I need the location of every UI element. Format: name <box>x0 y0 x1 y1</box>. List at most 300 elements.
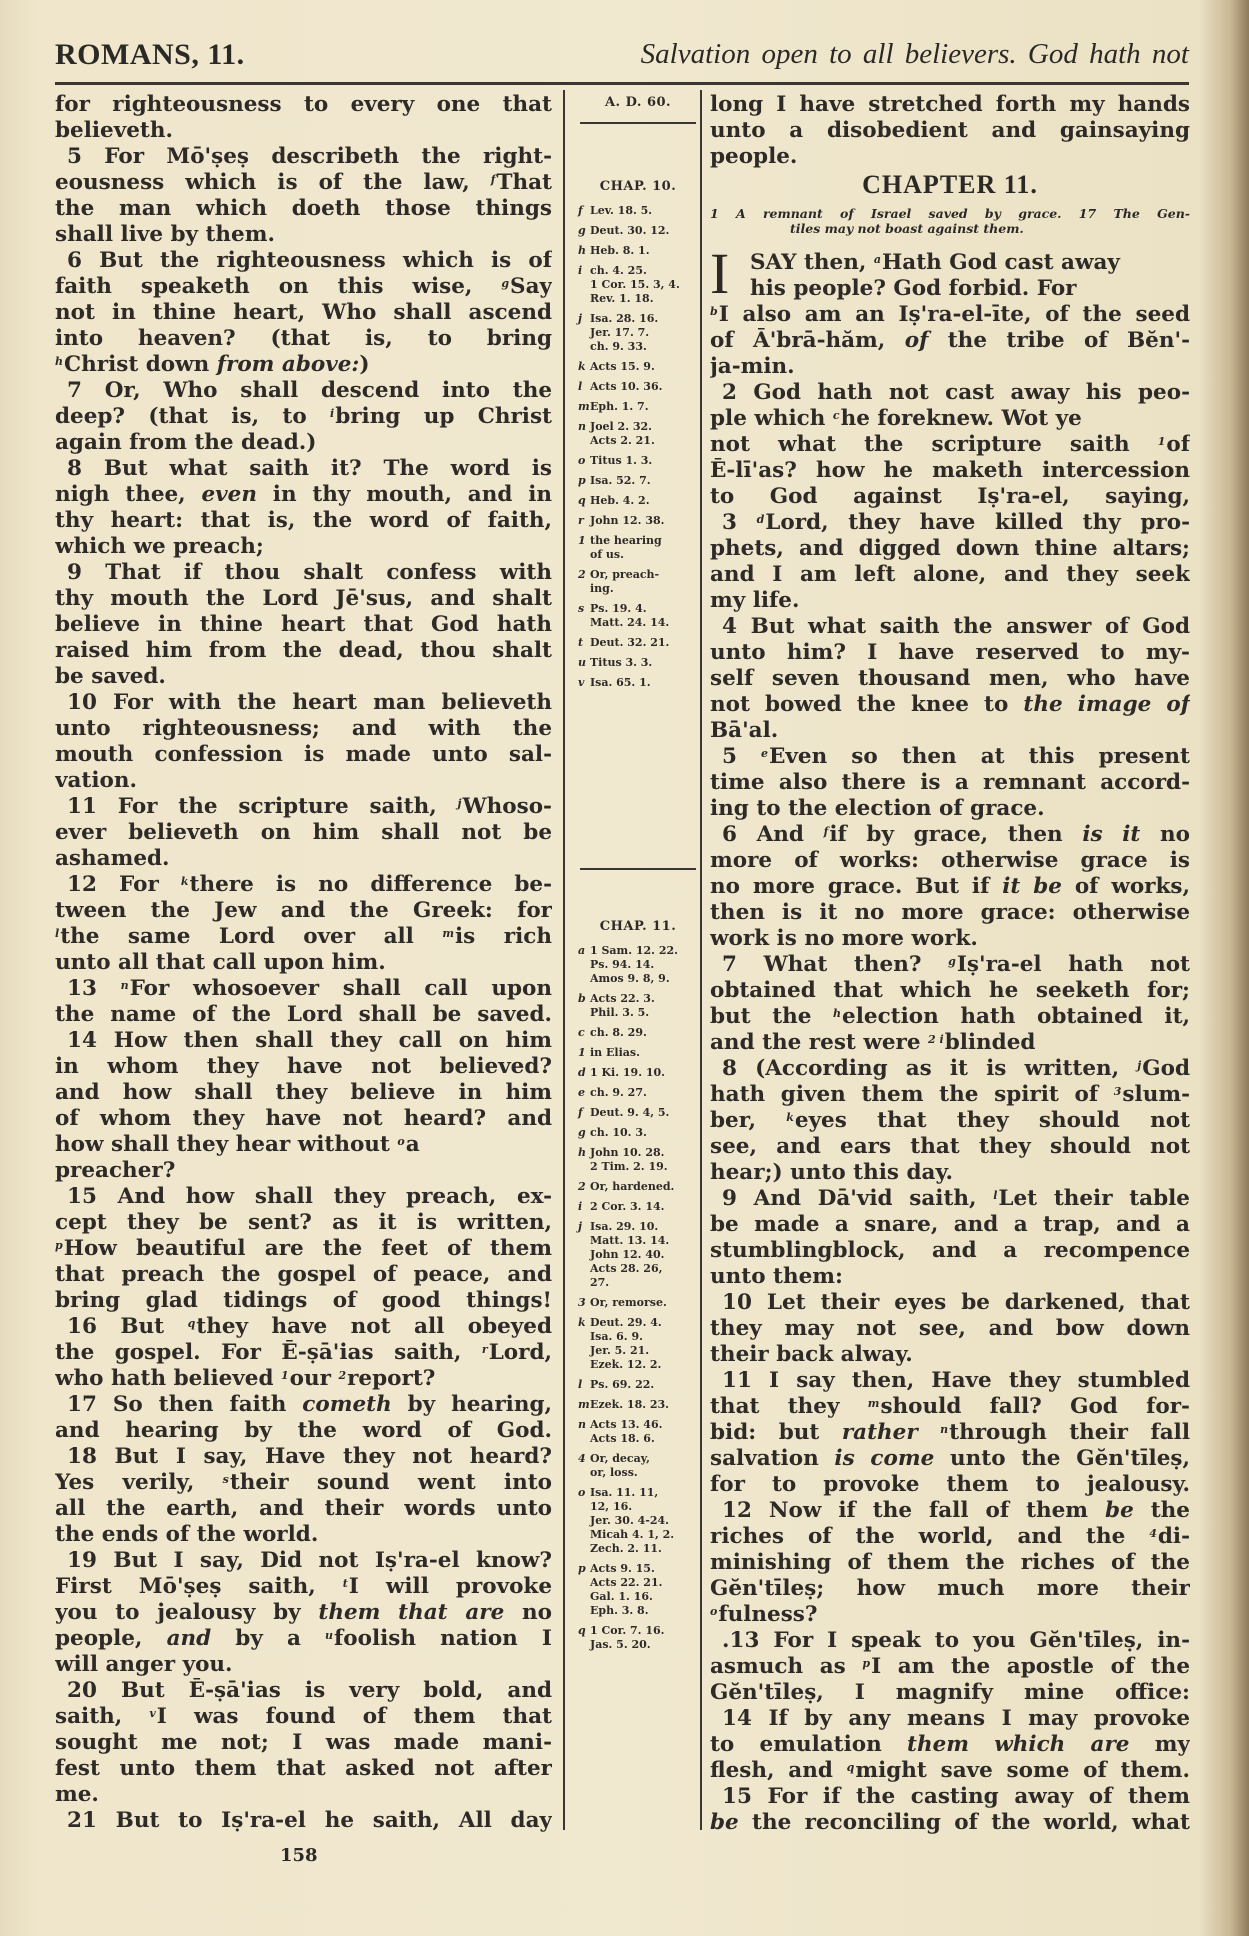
margin-chapter-title: CHAP. 11. <box>599 919 677 934</box>
text-segment: again from the dead.) <box>55 430 317 455</box>
text-segment: di- <box>1157 1524 1190 1549</box>
reference-text: 2 Cor. 3. 14. <box>590 1200 665 1213</box>
reference-text: Acts 10. 36. <box>590 380 663 393</box>
text-line <box>55 950 552 976</box>
reference-marker: o <box>710 1605 718 1618</box>
margin-reference <box>578 1126 698 1140</box>
reference-marker: g <box>578 224 586 237</box>
text-segment: .13 For I speak to you Gĕn'tīleṣ, in- <box>722 1628 1190 1653</box>
text-segment: of Ā'brā-hăm, <box>710 328 905 353</box>
reference-marker: f <box>823 825 829 838</box>
reference-marker: r <box>481 1343 488 1356</box>
reference-text: Isa. 52. 7. <box>590 474 651 487</box>
text-line <box>710 952 1190 978</box>
reference-marker: h <box>833 1007 842 1020</box>
right-text-column-top <box>710 92 1190 170</box>
text-line <box>55 612 552 638</box>
text-segment: Bā'al. <box>710 718 779 743</box>
reference-marker: p <box>862 1657 871 1670</box>
reference-marker: i <box>578 264 583 277</box>
reference-text: John 12. 38. <box>590 514 665 527</box>
text-line <box>55 456 552 482</box>
text-segment: deep? (that is, to <box>55 404 330 429</box>
reference-marker: 1 <box>281 1369 289 1382</box>
text-line <box>710 822 1190 848</box>
margin-rule <box>580 868 696 870</box>
text-line <box>710 1394 1190 1420</box>
text-line <box>55 1808 552 1834</box>
reference-text: Acts 9. 15. Acts 22. 21. Gal. 1. 16. Eph. 3. 8. <box>590 1562 663 1617</box>
text-segment: and hearing by the word of God. <box>55 1418 552 1443</box>
reference-marker: h <box>578 244 586 257</box>
reference-marker: k <box>578 360 586 373</box>
text-segment: Let their table <box>998 1186 1190 1211</box>
book-chapter-title: ROMANS, 11. <box>55 38 245 71</box>
italic-text: and <box>166 1626 212 1651</box>
text-line <box>55 1314 552 1340</box>
reference-marker: o <box>397 1135 405 1148</box>
text-segment: 7 What then? <box>722 952 949 977</box>
text-segment: unto righteousness; and with the <box>55 716 552 741</box>
margin-reference <box>578 1046 698 1060</box>
reference-list <box>578 204 698 690</box>
reference-marker: l <box>578 1378 583 1391</box>
margin-reference <box>578 602 698 630</box>
text-segment: the reconciling of the world, what <box>738 1810 1190 1835</box>
text-segment: 20 But Ē-ṣā'ias is very bold, and <box>67 1678 552 1703</box>
reference-text: Acts 13. 46. Acts 18. 6. <box>590 1418 663 1445</box>
text-segment: Say <box>510 274 552 299</box>
text-line <box>710 1446 1190 1472</box>
reference-text: Or, preach- ing. <box>590 568 660 595</box>
text-line <box>710 1706 1190 1732</box>
reference-marker: t <box>578 636 584 649</box>
margin-reference <box>578 992 698 1020</box>
text-line <box>55 352 552 378</box>
margin-reference <box>578 420 698 448</box>
reference-text: Heb. 4. 2. <box>590 494 650 507</box>
text-segment: ever believeth on him shall not be <box>55 820 552 845</box>
reference-text: John 10. 28. 2 Tim. 2. 19. <box>590 1146 668 1173</box>
text-segment: election hath obtained it, <box>842 1004 1190 1029</box>
text-segment: unto all that call upon him. <box>55 950 386 975</box>
column-divider-left <box>563 90 565 1830</box>
margin-reference <box>578 1562 698 1618</box>
text-segment: how shall they hear without <box>55 1132 398 1157</box>
reference-text: ch. 8. 29. <box>590 1026 647 1039</box>
text-segment: my life. <box>710 588 800 613</box>
margin-reference <box>578 1026 698 1040</box>
reference-text: Or, decay, or, loss. <box>590 1452 650 1479</box>
margin-reference <box>578 1624 698 1652</box>
text-line <box>710 1342 1190 1368</box>
text-segment: not what the scripture saith <box>710 432 1158 457</box>
text-segment: asmuch as <box>710 1654 863 1679</box>
reference-marker: 1 <box>578 1046 586 1059</box>
text-line <box>710 536 1190 562</box>
reference-marker: g <box>501 277 510 290</box>
text-segment: their back alway. <box>710 1342 913 1367</box>
text-line <box>710 1784 1190 1810</box>
margin-reference <box>578 204 698 218</box>
text-segment: Yes verily, <box>55 1470 223 1495</box>
text-line <box>55 508 552 534</box>
reference-text: 1 Cor. 7. 16. Jas. 5. 20. <box>590 1624 665 1651</box>
text-segment: saith, <box>55 1704 150 1729</box>
reference-marker: s <box>222 1473 229 1486</box>
reference-marker: f <box>578 1106 583 1119</box>
reference-marker: p <box>578 1562 586 1575</box>
text-segment: Hath God cast away <box>881 250 1120 275</box>
text-segment: the <box>1133 1498 1190 1523</box>
italic-text: them that are <box>318 1600 505 1625</box>
text-segment: no more grace. But if <box>710 874 1003 899</box>
text-segment: by hearing, <box>391 1392 552 1417</box>
text-segment: ing to the election of grace. <box>710 796 1045 821</box>
reference-marker: l <box>578 380 583 393</box>
reference-marker: 3 <box>1113 1085 1122 1098</box>
text-segment: unto him? I have reserved to my- <box>710 640 1190 665</box>
margin-references-chap11 <box>578 920 698 1658</box>
text-line <box>710 848 1190 874</box>
text-segment: stumblingblock, and a recompence <box>710 1238 1190 1263</box>
margin-reference <box>578 636 698 650</box>
text-line <box>55 248 552 274</box>
reference-text: in Elias. <box>590 1046 640 1059</box>
reference-marker: v <box>149 1707 156 1720</box>
text-line <box>55 1522 552 1548</box>
text-segment: riches of the world, and the <box>710 1524 1150 1549</box>
text-segment: unto them: <box>710 1264 843 1289</box>
margin-reference <box>578 534 698 562</box>
text-segment: 12 Now if the fall of them <box>722 1498 1106 1523</box>
reference-marker: b <box>578 992 586 1005</box>
text-segment: to emulation <box>710 1732 908 1757</box>
text-line <box>55 144 552 170</box>
text-segment: I am the apostle of the <box>871 1654 1190 1679</box>
reference-marker: o <box>578 454 586 467</box>
reference-marker: j <box>457 797 462 810</box>
text-line <box>55 1106 552 1132</box>
text-segment: ashamed. <box>55 846 170 871</box>
text-segment: shall live by them. <box>55 222 275 247</box>
reference-marker: 4 <box>1149 1527 1157 1540</box>
italic-text: it be <box>1002 874 1062 899</box>
text-line <box>710 1550 1190 1576</box>
text-segment: that they <box>710 1394 868 1419</box>
text-segment: which we preach; <box>55 534 264 559</box>
text-segment: all the earth, and their words unto <box>55 1496 552 1521</box>
text-line <box>710 276 1190 302</box>
text-line <box>710 1134 1190 1160</box>
text-segment: 5 For Mō'ṣeṣ describeth the right- <box>67 144 552 169</box>
text-line <box>55 586 552 612</box>
text-segment: 12 For <box>67 872 181 897</box>
text-segment: work is no more work. <box>710 926 978 951</box>
margin-reference <box>578 380 698 394</box>
reference-text: Isa. 28. 16. Jer. 17. 7. ch. 9. 33. <box>590 312 659 353</box>
margin-reference <box>578 1452 698 1480</box>
text-line <box>710 1160 1190 1186</box>
text-segment: people. <box>710 144 798 169</box>
text-segment: 9 That if thou shalt confess with <box>67 560 552 585</box>
reference-marker: q <box>187 1317 196 1330</box>
text-segment: no <box>504 1600 552 1625</box>
text-line <box>55 1418 552 1444</box>
text-segment: 5 <box>722 744 762 769</box>
reference-marker: k <box>786 1111 794 1124</box>
margin-reference <box>578 400 698 414</box>
text-line <box>55 1782 552 1808</box>
page-topic-title: Salvation open to all believers. God hath not <box>640 38 1189 70</box>
text-line <box>710 432 1190 458</box>
margin-reference <box>578 454 698 468</box>
reference-marker: a <box>873 253 881 266</box>
reference-marker: f <box>578 204 583 217</box>
text-line <box>710 1420 1190 1446</box>
text-segment: 15 And how shall they preach, ex- <box>67 1184 552 1209</box>
text-line <box>710 1082 1190 1108</box>
reference-text: Isa. 29. 10. Matt. 13. 14. John 12. 40. Acts 28. 26, 27. <box>590 1220 670 1289</box>
text-line <box>710 1056 1190 1082</box>
reference-marker: l <box>55 927 60 940</box>
reference-text: Titus 3. 3. <box>590 656 653 669</box>
text-segment: 17 So then faith <box>67 1392 303 1417</box>
text-segment: ber, <box>710 1108 787 1133</box>
text-segment: is rich <box>455 924 552 949</box>
text-line <box>710 1680 1190 1706</box>
text-line <box>710 614 1190 640</box>
text-segment: unto the Gĕn'tīleṣ, <box>934 1446 1190 1471</box>
text-line <box>710 1186 1190 1212</box>
margin-references-chap10 <box>578 180 698 696</box>
text-line <box>710 354 1190 380</box>
italic-text: of <box>904 328 929 353</box>
text-line <box>55 1392 552 1418</box>
text-segment: 11 For the scripture saith, <box>67 794 458 819</box>
text-line <box>710 1368 1190 1394</box>
text-segment: fest unto them that asked not after <box>55 1756 552 1781</box>
text-segment: hath given them the spirit of <box>710 1082 1114 1107</box>
text-line <box>55 1548 552 1574</box>
text-segment: then is it no more grace: otherwise <box>710 900 1190 925</box>
reference-marker: g <box>578 1126 586 1139</box>
text-segment: Christ down <box>64 352 217 377</box>
reference-marker: k <box>578 1316 586 1329</box>
text-line <box>710 406 1190 432</box>
text-segment: that preach the gospel of peace, and <box>55 1262 552 1287</box>
reference-marker: v <box>578 676 585 689</box>
margin-reference <box>578 264 698 306</box>
text-segment: if by grace, then <box>829 822 1083 847</box>
italic-text: even <box>201 482 257 507</box>
text-line <box>710 380 1190 406</box>
chapter-summary <box>710 206 1190 236</box>
text-line <box>710 588 1190 614</box>
reference-marker: p <box>55 1239 63 1252</box>
text-line <box>710 796 1190 822</box>
reference-marker: d <box>756 513 765 526</box>
text-line <box>710 1030 1190 1056</box>
reference-marker: q <box>846 1761 855 1774</box>
text-segment: bid: but <box>710 1420 842 1445</box>
text-line <box>55 326 552 352</box>
text-segment: God <box>1142 1056 1190 1081</box>
text-segment: in thy mouth, and in <box>256 482 552 507</box>
text-line <box>55 794 552 820</box>
reference-text: the hearing of us. <box>590 534 662 561</box>
text-segment: thy mouth the Lord Jē'sus, and shalt <box>55 586 552 611</box>
text-line <box>55 430 552 456</box>
margin-reference <box>578 568 698 596</box>
reference-marker: b <box>710 305 718 318</box>
text-segment: eousness which is of the law, <box>55 170 491 195</box>
reference-text: Isa. 65. 1. <box>590 676 651 689</box>
text-segment: 21 But to Iṣ'ra-el he saith, All day <box>67 1808 552 1833</box>
margin-reference <box>578 474 698 488</box>
text-segment: eyes that they should not <box>794 1108 1190 1133</box>
text-line <box>710 302 1190 328</box>
reference-text: Or, hardened. <box>590 1180 675 1193</box>
text-line <box>710 1498 1190 1524</box>
text-line <box>55 170 552 196</box>
text-segment: of works, <box>1061 874 1190 899</box>
text-segment: of <box>1166 432 1190 457</box>
text-segment: phets, and digged down thine altars; <box>710 536 1190 561</box>
text-segment: 6 But the righteousness which is of <box>67 248 552 273</box>
italic-text: is it <box>1082 822 1141 847</box>
text-segment: 10 For with the heart man believeth <box>67 690 552 715</box>
text-segment: he foreknew. Wot ye <box>840 406 1082 431</box>
reference-marker: 1 <box>1157 435 1166 448</box>
text-line <box>55 1340 552 1366</box>
text-segment: more of works: otherwise grace is <box>710 848 1190 873</box>
text-segment: For whosoever shall call upon <box>129 976 552 1001</box>
reference-marker: o <box>578 1486 586 1499</box>
reference-marker: l <box>993 1189 998 1202</box>
reference-marker: k <box>180 875 189 888</box>
text-line <box>710 1290 1190 1316</box>
reference-text: Acts 22. 3. Phil. 3. 5. <box>590 992 655 1019</box>
text-line <box>55 1236 552 1262</box>
text-segment: but the <box>710 1004 834 1029</box>
text-segment: the gospel. For Ē-ṣā'ias saith, <box>55 1340 482 1365</box>
margin-reference <box>578 1486 698 1556</box>
reference-list <box>578 944 698 1652</box>
text-line <box>710 666 1190 692</box>
text-line <box>710 1758 1190 1784</box>
text-line <box>55 1366 552 1392</box>
text-line <box>55 846 552 872</box>
text-line <box>55 1262 552 1288</box>
reference-marker: u <box>325 1629 334 1642</box>
text-segment: 15 For if the casting away of them <box>722 1784 1190 1809</box>
italic-text: is come <box>834 1446 935 1471</box>
reference-marker: g <box>948 955 956 968</box>
text-segment: believe in thine heart that God hath <box>55 612 552 637</box>
text-segment: First Mō'ṣeṣ saith, <box>55 1574 343 1599</box>
text-segment: fulness? <box>718 1602 818 1627</box>
text-segment: ja-min. <box>710 354 795 379</box>
text-line <box>710 1004 1190 1030</box>
text-line <box>710 1576 1190 1602</box>
text-segment: time also there is a remnant accord- <box>710 770 1190 795</box>
text-segment: Lord, they have killed thy pro- <box>765 510 1190 535</box>
text-segment: Ē-lī'as? how he maketh intercession <box>710 458 1190 483</box>
text-segment: the ends of the world. <box>55 1522 319 1547</box>
text-segment: 14 If by any means I may provoke <box>722 1706 1190 1731</box>
text-segment: bring glad tidings of good things! <box>55 1288 552 1313</box>
text-line <box>55 482 552 508</box>
text-line <box>710 718 1190 744</box>
text-segment: 4 But what saith the answer of God <box>722 614 1190 639</box>
text-line <box>710 1264 1190 1290</box>
text-segment: be made a snare, and a trap, and a <box>710 1212 1190 1237</box>
reference-text: ch. 4. 25. 1 Cor. 15. 3, 4. Rev. 1. 18. <box>590 264 680 305</box>
text-segment: mouth confession is made unto sal- <box>55 742 552 767</box>
text-line <box>710 692 1190 718</box>
text-line <box>55 1158 552 1184</box>
text-line <box>55 1288 552 1314</box>
text-segment: 6 And <box>722 822 824 847</box>
text-line <box>710 92 1190 118</box>
text-segment: 11 I say then, Have they stumbled <box>722 1368 1190 1393</box>
margin-reference <box>578 1398 698 1412</box>
text-line <box>710 328 1190 354</box>
text-segment: 13 <box>67 976 121 1001</box>
margin-reference <box>578 944 698 986</box>
reference-marker: e <box>578 1086 585 1099</box>
text-line <box>55 1574 552 1600</box>
text-line <box>710 1602 1190 1628</box>
reference-marker: c <box>832 409 840 422</box>
text-line <box>55 1028 552 1054</box>
text-segment: to God against Iṣ'ra-el, saying, <box>710 484 1190 509</box>
text-segment: me. <box>55 1782 99 1807</box>
text-line <box>55 534 552 560</box>
reference-marker: t <box>342 1577 348 1590</box>
reference-marker: c <box>578 1026 585 1039</box>
reference-text: Titus 1. 3. <box>590 454 653 467</box>
margin-reference <box>578 1220 698 1290</box>
text-segment: the man which doeth those things <box>55 196 552 221</box>
reference-text: 1 Sam. 12. 22. Ps. 94. 14. Amos 9. 8, 9. <box>590 944 678 985</box>
reference-text: Lev. 18. 5. <box>590 204 653 217</box>
reference-marker: h <box>578 1146 586 1159</box>
text-segment: and I am left alone, and they seek <box>710 562 1190 587</box>
reference-marker: j <box>578 1220 582 1233</box>
reference-marker: r <box>578 514 584 527</box>
reference-text: Ezek. 18. 23. <box>590 1398 670 1411</box>
margin-reference <box>578 224 698 238</box>
margin-reference <box>578 1418 698 1446</box>
text-segment: through their fall <box>949 1420 1190 1445</box>
text-segment: 8 But what saith it? The word is <box>67 456 552 481</box>
text-segment: Iṣ'ra-el hath not <box>956 952 1190 977</box>
text-segment: the tribe of Bĕn'- <box>928 328 1190 353</box>
text-line <box>710 1238 1190 1264</box>
text-line <box>55 378 552 404</box>
reference-marker: 4 <box>578 1452 586 1465</box>
column-divider-right <box>700 90 702 1830</box>
reference-text: Deut. 29. 4. Isa. 6. 9. Jer. 5. 21. Ezek. 12. 2. <box>590 1316 662 1371</box>
text-segment: will anger you. <box>55 1652 233 1677</box>
header-rule <box>55 82 1189 85</box>
text-line <box>710 770 1190 796</box>
italic-text: rather <box>841 1420 918 1445</box>
text-segment: 18 But I say, Have they not heard? <box>67 1444 552 1469</box>
text-segment: I also am an Iṣ'ra-el-īte, of the seed <box>718 302 1190 327</box>
